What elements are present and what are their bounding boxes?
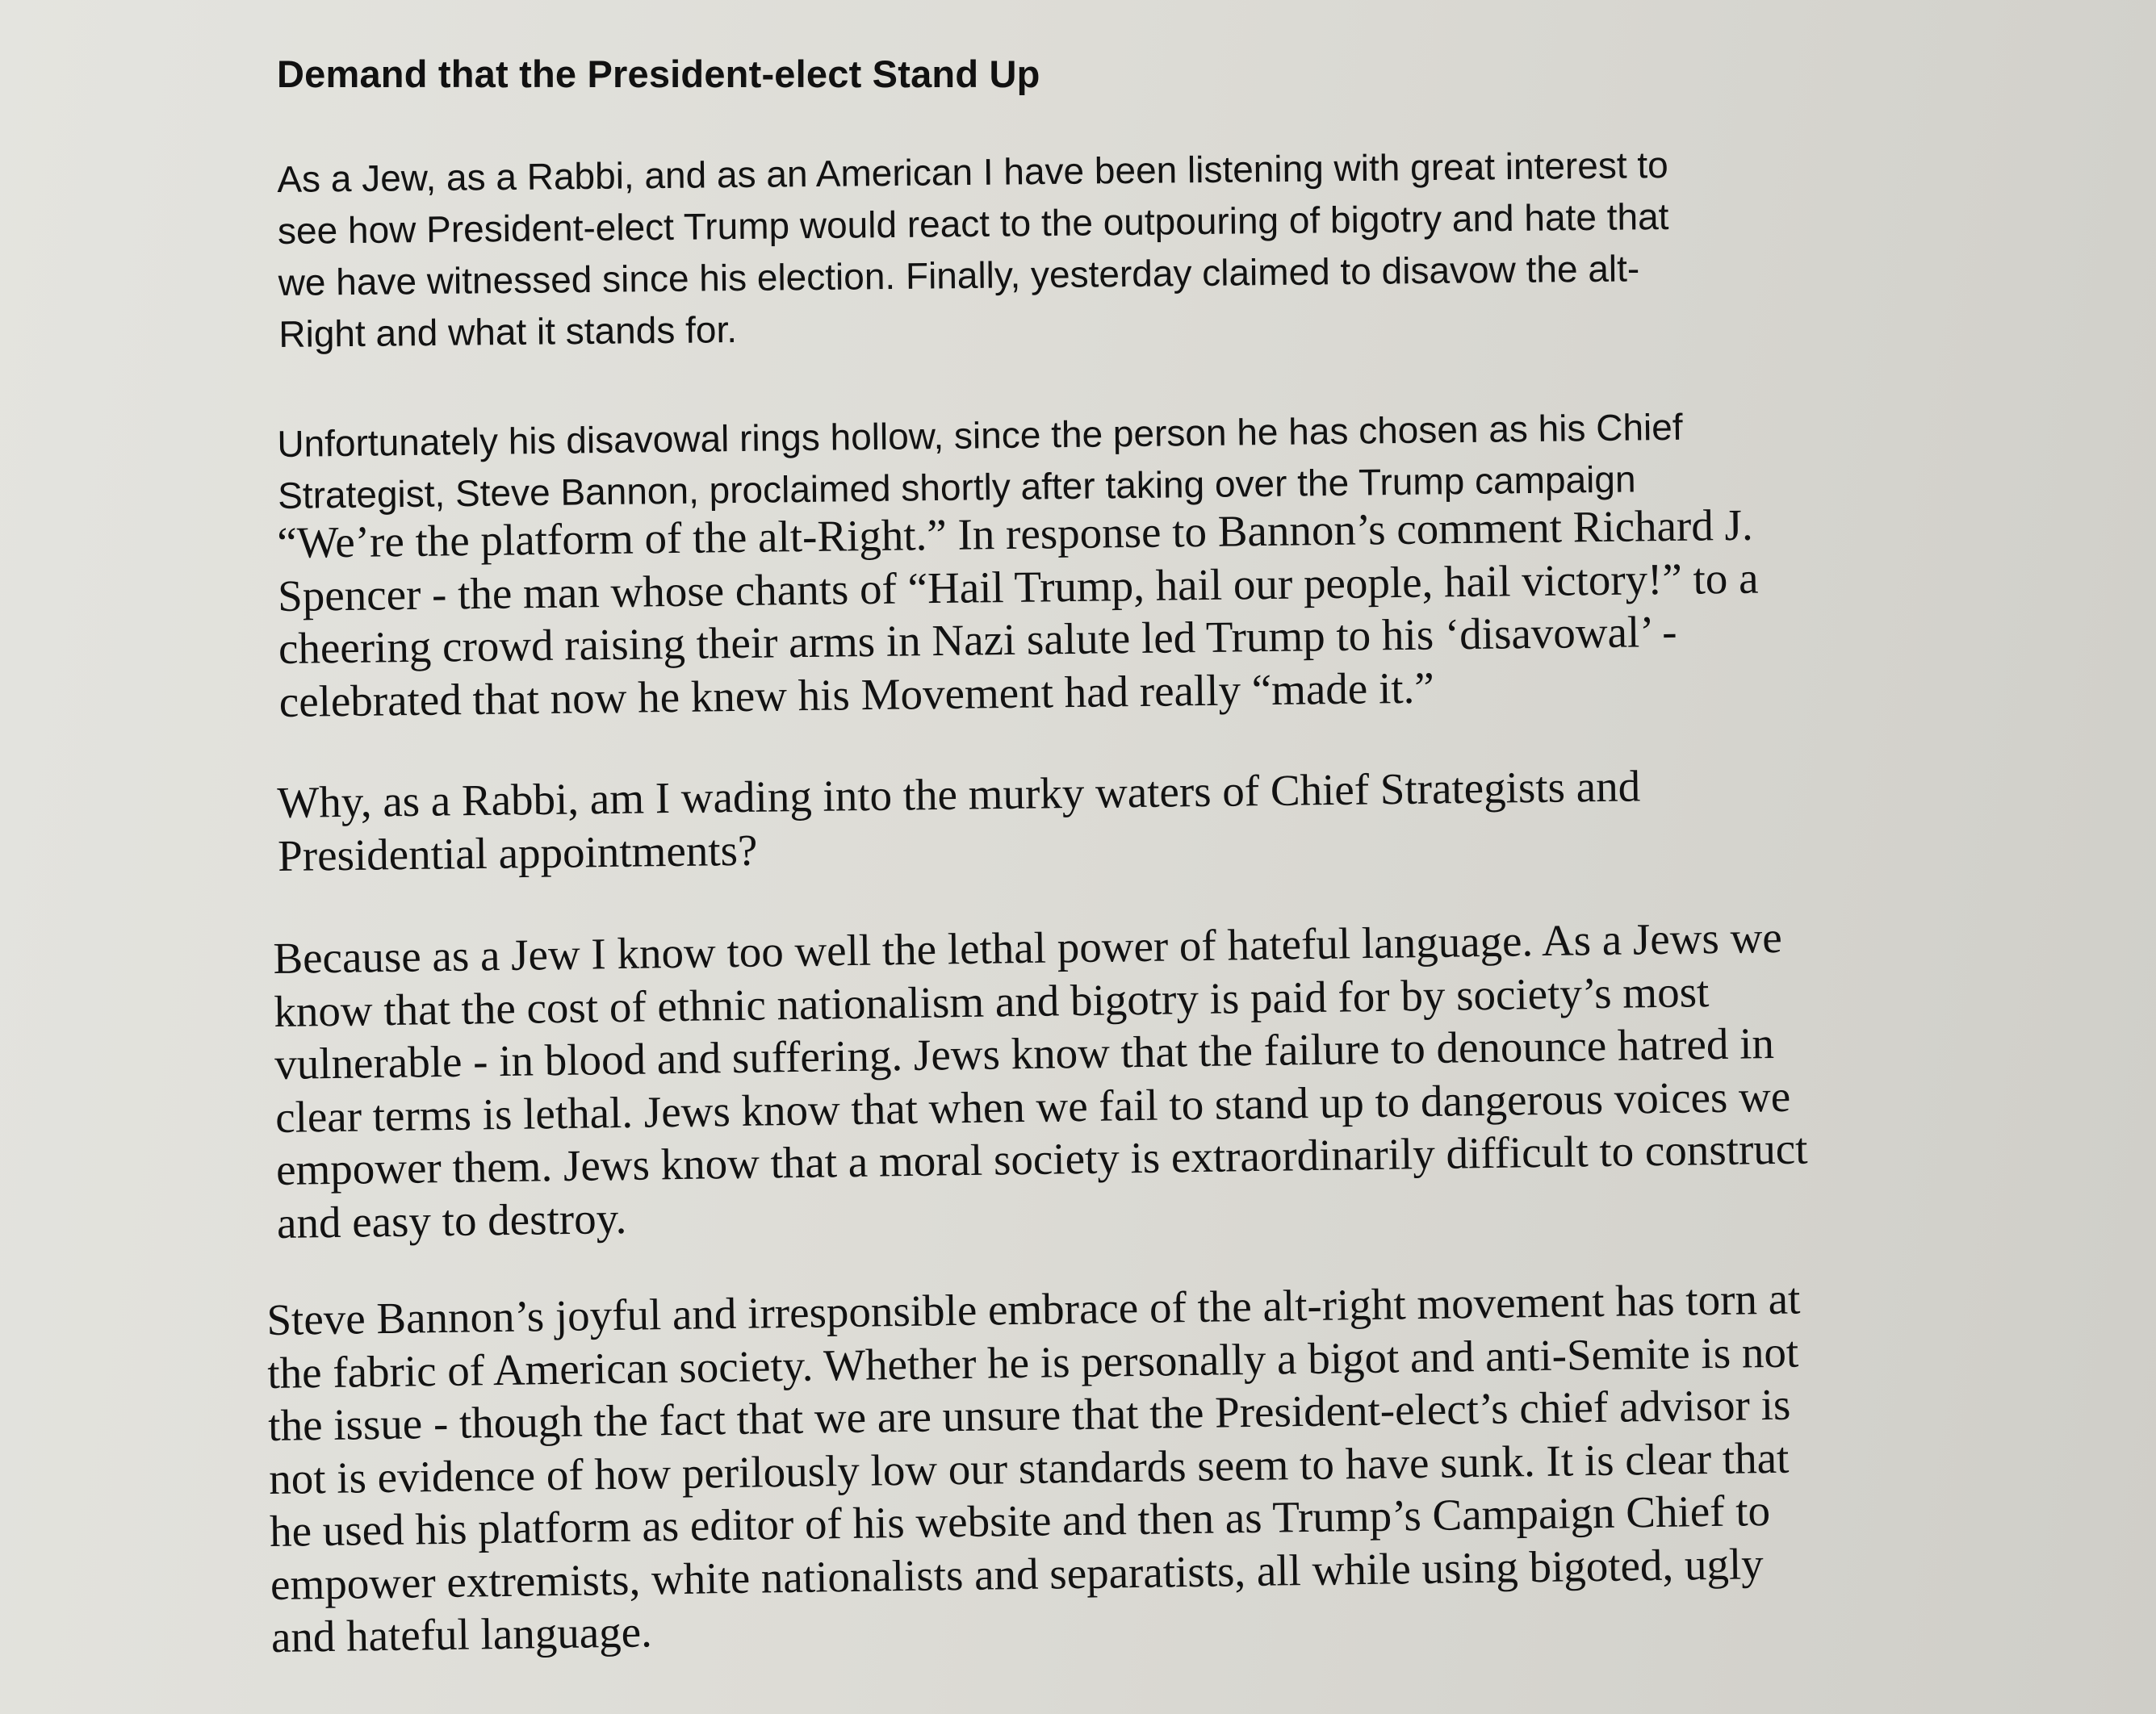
paragraph-4 bbox=[273, 911, 1809, 1249]
paragraph-line: he used his platform as editor of his website and then as Trump’s Campaign Chief to bbox=[269, 1486, 1771, 1556]
paragraph-line: Presidential appointments? bbox=[277, 825, 758, 880]
paragraph-line: Because as a Jew I know too well the lethal power of hateful language. As a Jews we bbox=[273, 912, 1783, 983]
paragraph-line: vulnerable - in blood and suffering. Jews know that the failure to denounce hatred in bbox=[274, 1018, 1775, 1089]
paragraph-line: the fabric of American society. Whether he is personally a bigot and anti-Semite is not bbox=[266, 1327, 1799, 1398]
paragraph-5 bbox=[266, 1272, 1805, 1663]
paragraph-line: Spencer - the man whose chants of “Hail Trump, hail our people, hail victory!” to a bbox=[277, 553, 1759, 621]
paragraph-1 bbox=[277, 139, 1670, 360]
paragraph-line: “We’re the platform of the alt-Right.” In response to Bannon’s comment Richard J. bbox=[277, 500, 1754, 567]
paragraph-line: empower them. Jews know that a moral society is extraordinarily difficult to construct bbox=[275, 1123, 1808, 1194]
paragraph-line: As a Jew, as a Rabbi, and as an American I have been listening with great interest to bbox=[277, 143, 1668, 200]
paragraph-line: Strategist, Steve Bannon, proclaimed shortly after taking over the Trump campaign bbox=[277, 458, 1636, 516]
paragraph-line: Right and what it stands for. bbox=[278, 308, 738, 355]
paragraph-line: and easy to destroy. bbox=[276, 1193, 627, 1248]
paragraph-line: Unfortunately his disavowal rings hollow, since the person he has chosen as his Chief bbox=[277, 405, 1683, 465]
paragraph-3 bbox=[277, 759, 1641, 882]
paragraph-line: clear terms is lethal. Jews know that when we fail to stand up to dangerous voices we bbox=[274, 1071, 1791, 1142]
paragraph-line: know that the cost of ethnic nationalism and bigotry is paid for by society’s most bbox=[273, 966, 1710, 1036]
document-title: Demand that the President-elect Stand Up bbox=[277, 52, 1040, 95]
paragraph-line: empower extremists, white nationalists and separatists, all while using bigoted, ugly bbox=[270, 1538, 1765, 1609]
paragraph-line: not is evidence of how perilously low our standards seem to have sunk. It is clear that bbox=[268, 1432, 1790, 1503]
paragraph-line: the issue - though the fact that we are unsure that the President-elect’s chief advisor is bbox=[267, 1379, 1791, 1450]
paragraph-line: Why, as a Rabbi, am I wading into the murky waters of Chief Strategists and bbox=[277, 761, 1641, 827]
paragraph-line: cheering crowd raising their arms in Nazi salute led Trump to his ‘disavowal’ - bbox=[278, 606, 1677, 673]
paragraph-line: celebrated that now he knew his Movement had really “made it.” bbox=[278, 663, 1435, 726]
paragraph-line: and hateful language. bbox=[270, 1607, 653, 1662]
paragraph-line: we have witnessed since his election. Finally, yesterday claimed to disavow the alt- bbox=[278, 247, 1640, 303]
paragraph-line: see how President-elect Trump would react to the outpouring of bigotry and hate that bbox=[277, 194, 1669, 252]
paragraph-2-quote bbox=[277, 499, 1760, 728]
paragraph-line: Steve Bannon’s joyful and irresponsible embrace of the alt-right movement has torn at bbox=[266, 1273, 1801, 1344]
